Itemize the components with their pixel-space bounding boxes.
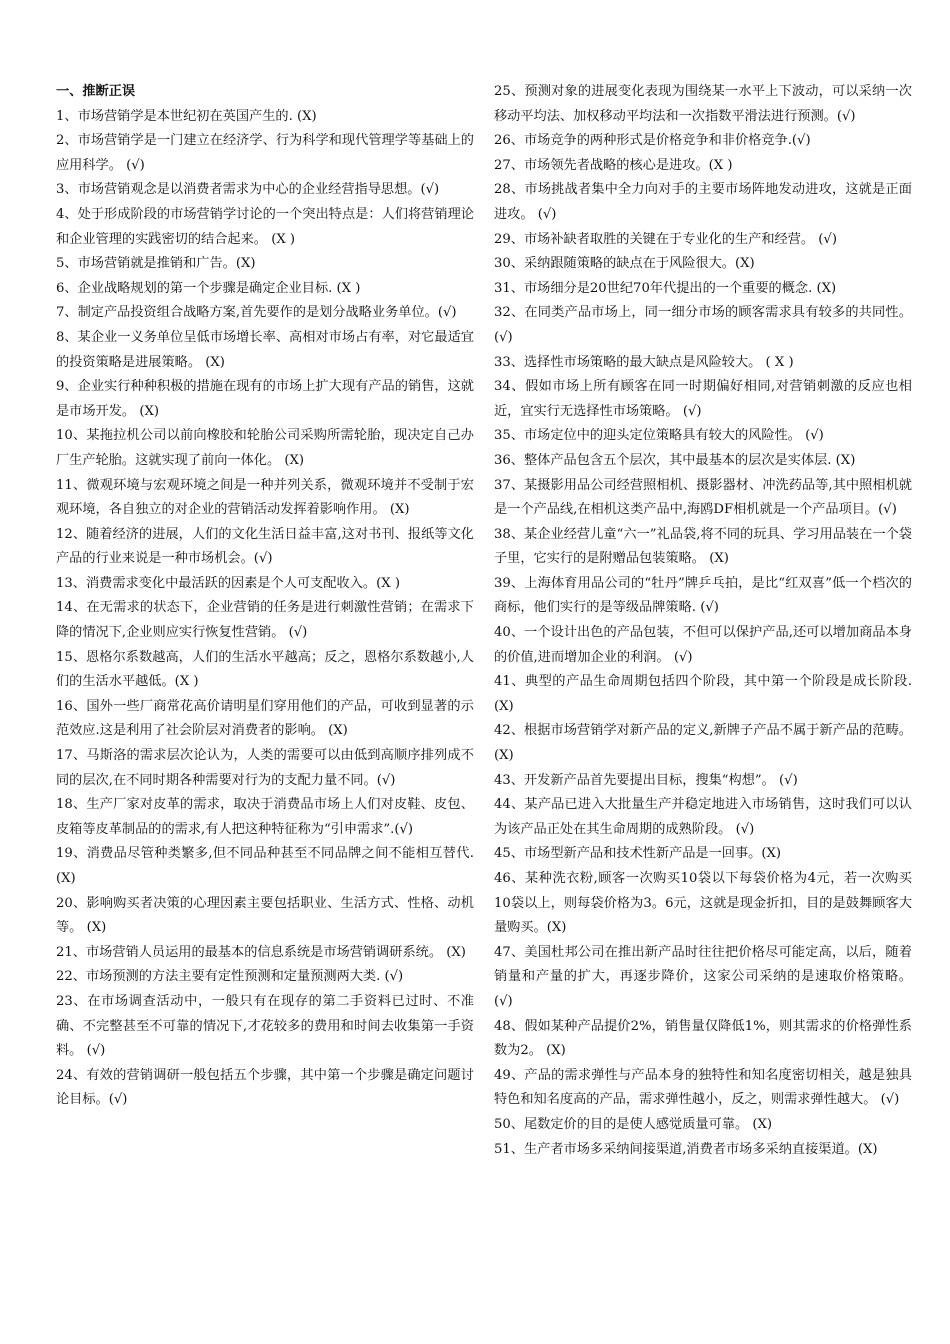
question-item: 3、市场营销观念是以消费者需求为中心的企业经营指导思想。(√): [56, 182, 440, 198]
question-item: 30、采纳跟随策略的缺点在于风险很大。(X): [494, 256, 755, 272]
question-item: 20、影响购买者决策的心理因素主要包括职业、生活方式、性格、动机等。 (X): [56, 895, 474, 936]
question-item: 47、美国杜邦公司在推出新产品时往往把价格尽可能定高，以后，随着销量和产量的扩大，再逐步降价，这家公司采纳的是速取价格策略。 (√): [494, 944, 912, 1009]
question-item: 51、生产者市场多采纳间接渠道,消费者市场多采纳直接渠道。(X): [494, 1141, 878, 1157]
question-item: 35、市场定位中的迎头定位策略具有较大的风险性。 (√): [494, 428, 824, 444]
left-question-list: [56, 105, 474, 1113]
question-item: 7、制定产品投资组合战略方案,首先要作的是划分战略业务单位。(√): [56, 305, 457, 321]
question-item: 27、市场领先者战略的核心是进攻。(X ): [494, 157, 733, 173]
question-item: 25、预测对象的进展变化表现为围绕某一水平上下波动，可以采纳一次移动平均法、加权移动平均法和一次指数平滑法进行预测。(√): [494, 84, 912, 124]
question-item: 17、马斯洛的需求层次论认为，人类的需要可以由低到高顺序排列成不同的层次,在不同时期各种需要对行为的支配力量不同。(√): [56, 748, 474, 788]
right-column: [494, 80, 912, 1162]
question-item: 22、市场预测的方法主要有定性预测和定量预测两大类. (√): [56, 969, 404, 985]
question-item: 10、某拖拉机公司以前向橡胶和轮胎公司采购所需轮胎，现决定自己办厂生产轮胎。这就实现了前向一体化。 (X): [56, 428, 474, 468]
question-item: 29、市场补缺者取胜的关键在于专业化的生产和经营。 (√): [494, 231, 837, 247]
question-item: 9、企业实行种种积极的措施在现有的市场上扩大现有产品的销售，这就是市场开发。 (X): [56, 379, 474, 419]
question-item: 40、一个设计出色的产品包装，不但可以保护产品,还可以增加商品本身的价值,进而增加企业的利润。 (√): [494, 625, 912, 665]
question-item: 16、国外一些厂商常花高价请明星们穿用他们的产品，可收到显著的示范效应.这是利用了社会阶层对消费者的影响。 (X): [56, 698, 474, 739]
question-item: 39、上海体育用品公司的“牡丹”牌乒乓拍，是比“红双喜”低一个档次的商标，他们实行的是等级品牌策略. (√): [494, 575, 912, 616]
section-title: 一、推断正误: [56, 84, 136, 99]
question-item: 14、在无需求的状态下，企业营销的任务是进行刺激性营销；在需求下降的情况下,企业则应实行恢复性营销。 (√): [56, 600, 474, 641]
question-item: 49、产品的需求弹性与产品本身的独特性和知名度密切相关，越是独具特色和知名度高的产品，需求弹性越小，反之，则需求弹性越大。 (√): [494, 1067, 912, 1108]
question-item: 12、随着经济的进展，人们的文化生活日益丰富,这对书刊、报纸等文化产品的行业来说是一种市场机会。(√): [56, 526, 474, 567]
question-item: 44、某产品已进入大批量生产并稳定地进入市场销售，这时我们可以认为该产品正处在其生命周期的成熟阶段。 (√): [494, 797, 912, 837]
right-question-list: [494, 80, 912, 1162]
question-item: 19、消费品尽管种类繁多,但不同品种甚至不同品牌之间不能相互替代. (X): [56, 846, 474, 886]
question-item: 45、市场型新产品和技术性新产品是一回事。(X): [494, 846, 782, 862]
question-item: 33、选择性市场策略的最大缺点是风险较大。 ( X ): [494, 354, 794, 370]
question-item: 13、消费需求变化中最活跃的因素是个人可支配收入。(X ): [56, 575, 400, 591]
question-item: 26、市场竞争的两种形式是价格竞争和非价格竞争.(√): [494, 133, 811, 149]
question-item: 41、典型的产品生命周期包括四个阶段，其中第一个阶段是成长阶段.(X): [494, 674, 912, 714]
question-item: 28、市场挑战者集中全力向对手的主要市场阵地发动进攻，这就是正面进攻。 (√): [494, 182, 912, 222]
question-item: 48、假如某种产品提价2%，销售量仅降低1%，则其需求的价格弹性系数为2。 (X): [494, 1018, 912, 1059]
question-item: 34、假如市场上所有顾客在同一时期偏好相同,对营销刺激的反应也相近，宜实行无选择性市场策略。 (√): [494, 379, 912, 419]
question-item: 21、市场营销人员运用的最基本的信息系统是市场营销调研系统。 (X): [56, 944, 466, 960]
question-item: 15、恩格尔系数越高，人们的生活水平越高；反之，恩格尔系数越小,人们的生活水平越低。(X ): [56, 649, 474, 690]
question-item: 1、市场营销学是本世纪初在英国产生的. (X): [56, 108, 317, 124]
question-item: 43、开发新产品首先要提出目标，搜集“构想”。 (√): [494, 772, 798, 788]
question-item: 4、处于形成阶段的市场营销学讨论的一个突出特点是：人们将营销理论和企业管理的实践密切的结合起来。 (X ): [56, 206, 474, 247]
question-item: 11、微观环境与宏观环境之间是一种并列关系，微观环境并不受制于宏观环境，各自独立的对企业的营销活动发挥着影响作用。 (X): [56, 477, 474, 518]
question-item: 2、市场营销学是一门建立在经济学、行为科学和现代管理学等基础上的应用科学。 (√): [56, 133, 474, 173]
question-item: 46、某种洗衣粉,顾客一次购买10袋以下每袋价格为4元，若一次购买10袋以上，则每袋价格为3。6元，这就是现金折扣，目的是鼓舞顾客大量购买。(X): [494, 871, 912, 936]
question-item: 31、市场细分是20世纪70年代提出的一个重要的概念. (X): [494, 280, 837, 296]
question-item: 18、生产厂家对皮革的需求，取决于消费品市场上人们对皮鞋、皮包、皮箱等皮革制品的的需求,有人把这种特征称为“引申需求”.(√): [56, 797, 474, 837]
question-item: 32、在同类产品市场上，同一细分市场的顾客需求具有较多的共同性。 (√): [494, 305, 912, 345]
question-item: 8、某企业一义务单位呈低市场增长率、高相对市场占有率，对它最适宜的投资策略是进展策略。 (X): [56, 329, 474, 370]
left-column: [56, 80, 474, 1113]
question-item: 24、有效的营销调研一般包括五个步骤，其中第一个步骤是确定问题讨论目标。(√): [56, 1067, 474, 1108]
question-item: 50、尾数定价的目的是使人感觉质量可靠。 (X): [494, 1116, 773, 1132]
question-item: 38、某企业经营儿童“六一”礼品袋,将不同的玩具、学习用品装在一个袋子里，它实行的是附赠品包装策略。 (X): [494, 526, 912, 567]
question-item: 23、在市场调查活动中，一般只有在现存的第二手资料已过时、不准确、不完整甚至不可靠的情况下,才花较多的费用和时间去收集第一手资料。 (√): [56, 993, 474, 1059]
question-item: 36、整体产品包含五个层次，其中最基本的层次是实体层. (X): [494, 452, 856, 468]
question-item: 37、某摄影用品公司经营照相机、摄影器材、冲洗药品等,其中照相机就是一个产品线,在相机这类产品中,海鸥DF相机就是一个产品项目。(√): [494, 477, 912, 518]
question-item: 5、市场营销就是推销和广告。(X): [56, 256, 256, 272]
question-item: 42、根据市场营销学对新产品的定义,新牌子产品不属于新产品的范畴。 (X): [494, 723, 912, 764]
question-item: 6、企业战略规划的第一个步骤是确定企业目标. (X ): [56, 280, 361, 296]
